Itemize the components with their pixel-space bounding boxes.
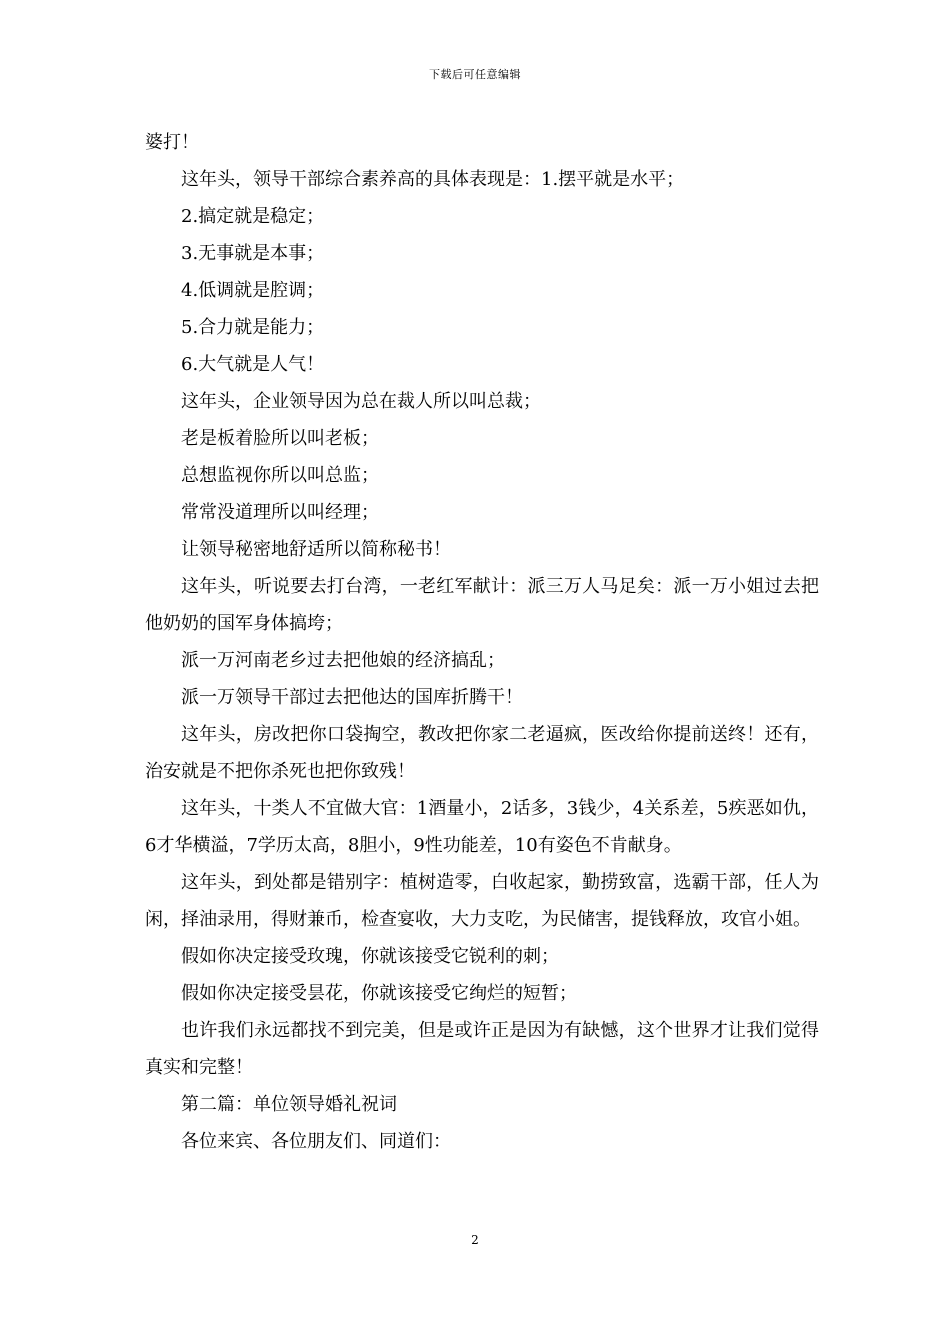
page-number: 2 [471,1233,479,1247]
paragraph: 这年头，领导干部综合素养高的具体表现是：1.摆平就是水平； [181,169,685,190]
paragraph: 2.搞定就是稳定； [181,206,325,227]
paragraph: 老是板着脸所以叫老板； [181,428,379,449]
document-body [145,124,819,1160]
paragraph: 假如你决定接受玫瑰，你就该接受它锐利的刺； [181,946,559,967]
paragraph: 各位来宾、各位朋友们、同道们： [181,1131,451,1152]
paragraph: 假如你决定接受昙花，你就该接受它绚烂的短暂； [181,983,577,1004]
paragraph: 常常没道理所以叫经理； [181,502,379,523]
paragraph: 3.无事就是本事； [181,243,325,264]
paragraph: 这年头，到处都是错别字：植树造零，白收起家，勤捞致富，选霸干部，任人为闲，择油录用，得财兼币，检查宴收，大力支吃，为民储害，提钱释放，攻官小姐。 [145,872,819,930]
paragraph: 派一万河南老乡过去把他娘的经济搞乱； [181,650,505,671]
paragraph: 这年头，十类人不宜做大官：1酒量小，2话多，3钱少，4关系差，5疾恶如仇，6才华横溢，7学历太高，8胆小，9性功能差，10有姿色不肯献身。 [145,798,819,856]
paragraph: 5.合力就是能力； [181,317,325,338]
paragraph: 6.大气就是人气！ [181,354,325,375]
paragraph: 这年头，房改把你口袋掏空，教改把你家二老逼疯，医改给你提前送终！还有，治安就是不把你杀死也把你致残！ [145,724,819,782]
paragraph: 让领导秘密地舒适所以简称秘书！ [181,539,451,560]
paragraph: 婆打！ [145,132,199,153]
paragraph: 总想监视你所以叫总监； [181,465,379,486]
paragraph: 也许我们永远都找不到完美，但是或许正是因为有缺憾，这个世界才让我们觉得真实和完整！ [145,1020,819,1078]
paragraph: 第二篇：单位领导婚礼祝词 [181,1094,397,1115]
paragraph: 派一万领导干部过去把他达的国库折腾干！ [181,687,523,708]
page-header: 下载后可任意编辑 [429,68,521,81]
paragraph: 这年头，企业领导因为总在裁人所以叫总裁； [181,391,541,412]
paragraph: 4.低调就是腔调； [181,280,325,301]
paragraph: 这年头，听说要去打台湾，一老红军献计：派三万人马足矣：派一万小姐过去把他奶奶的国军身体搞垮； [145,576,819,634]
